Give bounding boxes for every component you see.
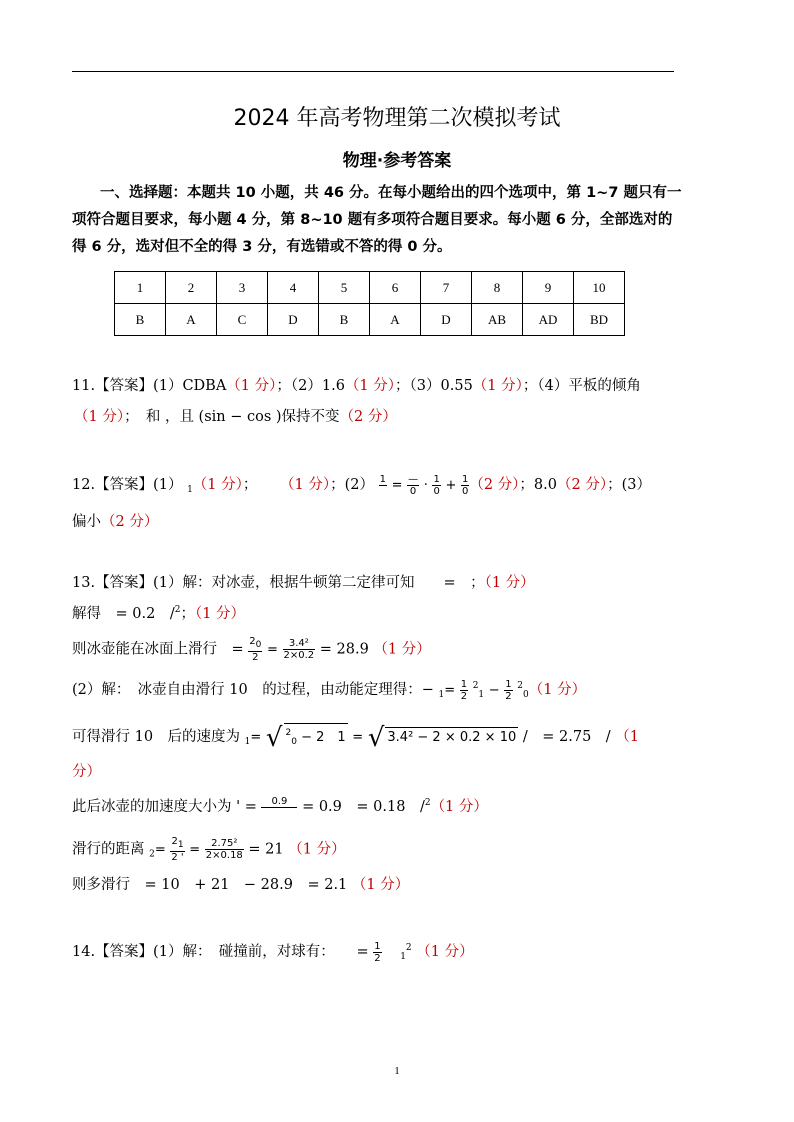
page-number: 1 (394, 1065, 400, 1077)
table-cell: B (319, 304, 370, 336)
fraction: $\frac{—}{0}$ (408, 473, 419, 497)
header-rule (72, 71, 674, 72)
score: （1 分） (472, 378, 523, 394)
q14-line1: 14.【答案】(1）解： 碰撞前，对球有： = $\frac{1}{2}$ $_1^2$ （1 分） (72, 940, 474, 964)
score: （1 (615, 729, 640, 745)
fraction: $\frac{1}{0}$ (433, 473, 440, 497)
q13-line5: 可得滑行 10 后的速度为 $_1$= √ $^2_0$ − 2 1 = √ 3.4² − 2 × 0.2 × 10 / = 2.75 / （1 (72, 723, 640, 753)
table-cell: B (115, 304, 166, 336)
table-cell: 7 (421, 272, 472, 304)
fraction: $\frac{20}{2}$ (249, 636, 262, 663)
fraction: $\frac{1}{2}$ (374, 940, 381, 964)
fraction: $\frac{1}{0}$ (461, 473, 469, 497)
sqrt-icon: √ (367, 723, 385, 753)
table-cell: AB (472, 304, 523, 336)
table-cell: 3 (217, 272, 268, 304)
table-cell: A (370, 304, 421, 336)
score: （2 分） (339, 409, 397, 425)
page-subtitle: 物理·参考答案 (342, 151, 452, 171)
table-cell: C (217, 304, 268, 336)
table-row-numbers (115, 272, 625, 304)
table-cell: D (421, 304, 472, 336)
fraction: $\frac{1}{2}$ (460, 678, 468, 702)
q12-line1: 12.【答案】(1） $_1$（1 分）； （1 分）；(2） 1 = $\frac{—}{0}$ · $\frac{1}{0}$ + $\frac{1}{0}$ （2 分）；8.0（2 分）；(3） (72, 473, 651, 497)
fraction: 0.9 (261, 796, 297, 819)
fraction: 1 (379, 473, 386, 485)
sqrt-icon: √ (265, 723, 283, 753)
score: （2 分） (469, 477, 520, 493)
score: （1 分） (351, 877, 410, 893)
table-cell: 8 (472, 272, 523, 304)
score: （2 分） (101, 514, 159, 530)
score: （1 分） (74, 409, 125, 425)
score: （1 分） (430, 799, 488, 815)
page-title: 2024 年高考物理第二次模拟考试 (233, 106, 561, 131)
q13-line5b (72, 760, 101, 781)
table-cell: A (166, 304, 217, 336)
table-cell: 4 (268, 272, 319, 304)
q13-line1: 13.【答案】(1）解：对冰壶，根据牛顿第二定律可知 = ；（1 分） (72, 575, 535, 591)
sqrt-body: $^2_0$ − 2 1 (284, 723, 348, 747)
score: （1 分） (226, 378, 277, 394)
score: （2 分） (556, 477, 608, 493)
score: （1 分） (280, 477, 331, 493)
score: （1 分） (484, 575, 535, 591)
fraction: $\frac{\text{3.4²}}{2\times 0.2}$ (283, 638, 315, 661)
q13-line6: 此后冰壶的加速度大小为 ' = 0.9 = 0.9 = 0.18 /$^2$（1 分） (72, 795, 488, 819)
score: （1 分） (194, 606, 246, 622)
q13-line2: 解得 = 0.2 /$^2$；（1 分） (72, 605, 246, 622)
q13-line4: (2）解： 冰壶自由滑行 10 的过程，由动能定理得：− $_1$= $\frac{1}{2}$ $^2_1$ − $\frac{1}{2}$ $^2_0$（1 分） (72, 678, 587, 702)
score: （1 分） (288, 841, 346, 858)
q13-line3: 则冰壶能在冰面上滑行 = $\frac{20}{2}$ = $\frac{\text{3.4²}}{2\times 0.2}$ = 28.9 （1 分） (72, 636, 431, 663)
table-cell: D (268, 304, 319, 336)
score: （1 分） (373, 641, 431, 658)
q13-line8: 则多滑行 = 10 + 21 − 28.9 = 2.1 （1 分） (72, 877, 410, 893)
q13-line7: 滑行的距离 $_2$= $\frac{21}{2 '}$ = $\frac{\text{2.75²}}{2\times 0.18}$ = 21 （1 分） (72, 836, 346, 863)
q11-line2: （1 分）； 和 ，且 (sin − cos )保持不变（2 分） (74, 409, 397, 425)
table-cell: 9 (523, 272, 574, 304)
section1-intro: 一、选择题：本题共 10 小题，共 46 分。在每小题给出的四个选项中，第 1~7 题只有一项符合题目要求，每小题 4 分，第 8~10 题有多项符合题目要求。每小题 6 分，全部选对的得 6 分，选对但不全的得 3 分，有选错或不答的得 0 分。 (72, 185, 682, 255)
table-cell: 6 (370, 272, 421, 304)
q11-line1: 11.【答案】(1）CDBA（1 分）；（2）1.6（1 分）；（3）0.55（1 分）；（4）平板的倾角 (72, 378, 641, 394)
score: （1 分） (416, 944, 474, 960)
score: 分） (72, 764, 101, 780)
table-cell: BD (574, 304, 625, 336)
fraction: $\frac{1}{2}$ (505, 678, 512, 702)
q12-line2: 偏小（2 分） (72, 514, 159, 530)
answer-table (114, 271, 625, 336)
table-row-answers (115, 304, 625, 336)
sqrt-body: 3.4² − 2 × 0.2 × 10 (385, 727, 518, 745)
score: （1 分） (192, 477, 243, 493)
fraction: $\frac{21}{2 '}$ (171, 836, 184, 863)
table-cell: 5 (319, 272, 370, 304)
table-cell: AD (523, 304, 574, 336)
score: （1 分） (528, 682, 587, 698)
table-cell: 1 (115, 272, 166, 304)
table-cell: 10 (574, 272, 625, 304)
fraction: $\frac{\text{2.75²}}{2\times 0.18}$ (205, 838, 243, 861)
table-cell: 2 (166, 272, 217, 304)
score: （1 分） (344, 378, 396, 394)
